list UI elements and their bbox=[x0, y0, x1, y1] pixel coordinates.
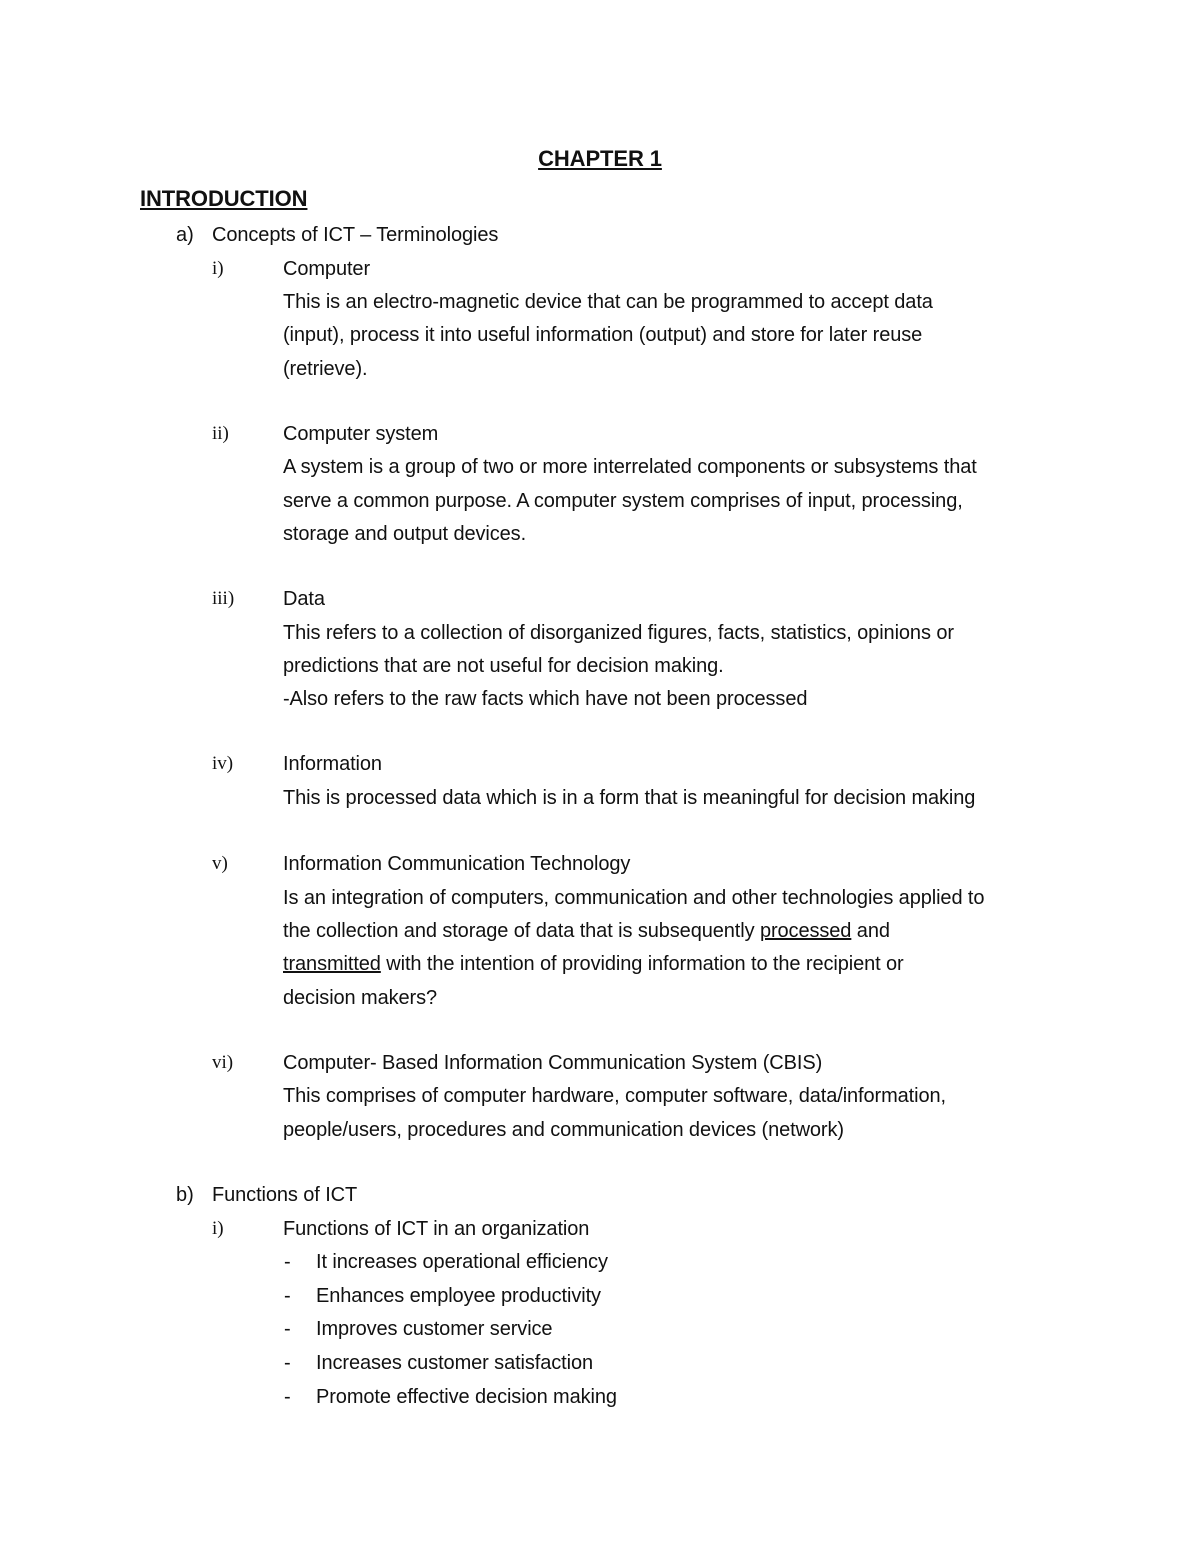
text-segment: the collection and storage of data that is subsequently bbox=[283, 920, 760, 942]
section-title-functions: Functions of ICT bbox=[212, 1184, 358, 1206]
item-marker: iii) bbox=[212, 588, 235, 609]
definition-line: -Also refers to the raw facts which have not been processed bbox=[283, 688, 808, 710]
item-marker: v) bbox=[212, 853, 228, 874]
underlined-word: transmitted bbox=[283, 953, 381, 975]
bullet-dash: - bbox=[284, 1318, 291, 1340]
definition-line bbox=[283, 918, 890, 944]
underlined-word: processed bbox=[759, 920, 852, 942]
definition-line: This comprises of computer hardware, computer software, data/information, bbox=[283, 1085, 946, 1107]
term-computer-system: Computer system bbox=[283, 423, 439, 445]
section-heading: INTRODUCTION bbox=[140, 186, 308, 211]
text-segment: with the intention of providing information to the recipient or bbox=[380, 953, 904, 975]
bullet-item: Promote effective decision making bbox=[316, 1386, 617, 1408]
definition-line: Is an integration of computers, communication and other technologies applied to bbox=[283, 887, 985, 909]
definition-line: people/users, procedures and communication devices (network) bbox=[283, 1119, 844, 1141]
term-functions-organization: Functions of ICT in an organization bbox=[283, 1218, 590, 1240]
term-computer: Computer bbox=[283, 258, 371, 280]
section-marker-b: b) bbox=[176, 1184, 194, 1206]
definition-line: This is an electro-magnetic device that can be programmed to accept data bbox=[283, 291, 933, 313]
term-data: Data bbox=[283, 588, 325, 610]
definition-line: serve a common purpose. A computer system comprises of input, processing, bbox=[283, 490, 963, 512]
bullet-dash: - bbox=[284, 1285, 291, 1307]
bullet-dash: - bbox=[284, 1251, 291, 1273]
bullet-item: Increases customer satisfaction bbox=[316, 1352, 594, 1374]
term-ict: Information Communication Technology bbox=[283, 853, 631, 875]
definition-line: (retrieve). bbox=[283, 358, 368, 380]
text-segment: and bbox=[851, 920, 890, 942]
bullet-dash: - bbox=[284, 1352, 291, 1374]
bullet-dash: - bbox=[284, 1386, 291, 1408]
definition-line: decision makers? bbox=[283, 987, 438, 1009]
definition-line: (input), process it into useful information (output) and store for later reuse bbox=[283, 324, 923, 346]
section-title-concepts: Concepts of ICT – Terminologies bbox=[212, 224, 499, 246]
term-information: Information bbox=[283, 753, 382, 775]
item-marker: vi) bbox=[212, 1052, 234, 1073]
definition-line: This is processed data which is in a form that is meaningful for decision making bbox=[283, 787, 976, 809]
chapter-title: CHAPTER 1 bbox=[538, 146, 662, 171]
section-marker-a: a) bbox=[176, 224, 194, 246]
definition-line: This refers to a collection of disorganized figures, facts, statistics, opinions or bbox=[283, 622, 954, 644]
bullet-item: Improves customer service bbox=[316, 1318, 553, 1340]
bullet-item: Enhances employee productivity bbox=[316, 1285, 601, 1307]
item-marker: i) bbox=[212, 258, 224, 279]
bullet-item: It increases operational efficiency bbox=[316, 1251, 608, 1273]
definition-line: storage and output devices. bbox=[283, 523, 527, 545]
item-marker: i) bbox=[212, 1218, 224, 1239]
definition-line bbox=[283, 951, 904, 977]
term-cbis: Computer- Based Information Communication System (CBIS) bbox=[283, 1052, 823, 1074]
item-marker: ii) bbox=[212, 423, 229, 444]
definition-line: predictions that are not useful for decision making. bbox=[283, 655, 724, 677]
definition-line: A system is a group of two or more interrelated components or subsystems that bbox=[283, 456, 977, 478]
item-marker: iv) bbox=[212, 753, 234, 774]
